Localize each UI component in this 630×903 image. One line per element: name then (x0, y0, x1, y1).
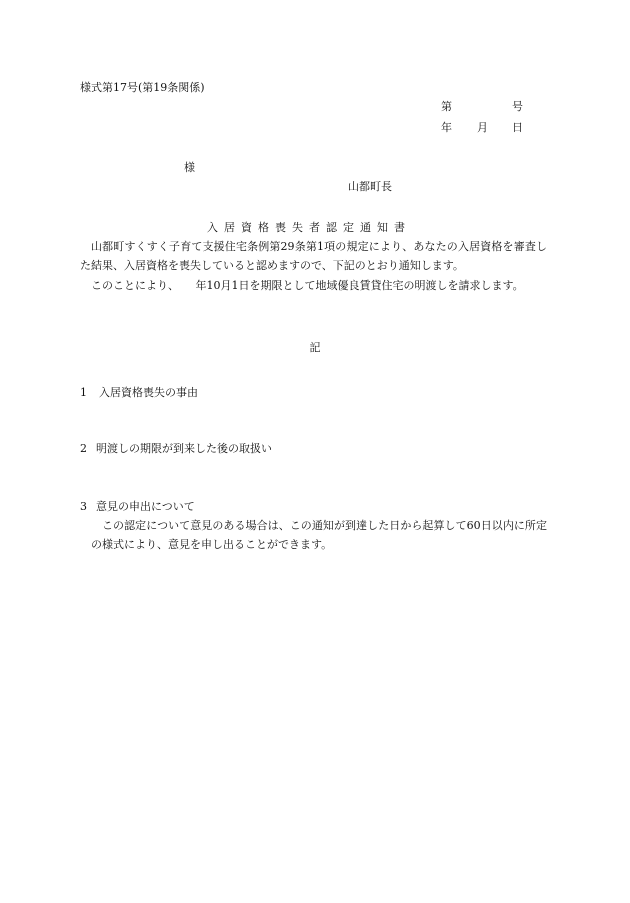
ki-heading: 記 (309, 341, 321, 354)
item-2-number: 2 (80, 442, 87, 455)
reference-number-prefix: 第 (441, 100, 452, 113)
item-1-text: 入居資格喪失の事由 (99, 386, 198, 399)
addressee-suffix: 様 (184, 161, 195, 174)
item-3-detail: この認定について意見のある場合は、この通知が到達した日から起算して60日以内に所定の様式により、意見を申し出ることができます。 (91, 519, 547, 551)
date-year-label: 年 (441, 121, 452, 134)
item-1-number: 1 (80, 386, 87, 399)
reference-number-suffix: 号 (512, 100, 523, 113)
body-paragraph-2: このことにより、 年10月1日を期限として地域優良賃貸住宅の明渡しを請求します。 (91, 279, 524, 292)
item-2-text: 明渡しの期限が到来した後の取扱い (96, 442, 272, 455)
date-month-label: 月 (477, 121, 488, 134)
issuer-name: 山都町長 (348, 180, 392, 193)
item-3-number: 3 (80, 500, 87, 513)
body-paragraph-1: 山都町すくすく子育て支援住宅条例第29条第1項の規定により、あなたの入居資格を審査した結果、入居資格を喪失していると認めますので、下記のとおり通知します。 (80, 240, 547, 272)
date-day-label: 日 (512, 121, 523, 134)
document-title: 入居資格喪失者認定通知書 (207, 221, 411, 234)
item-3-text: 意見の申出について (96, 500, 195, 513)
form-number: 様式第17号(第19条関係) (80, 81, 205, 94)
